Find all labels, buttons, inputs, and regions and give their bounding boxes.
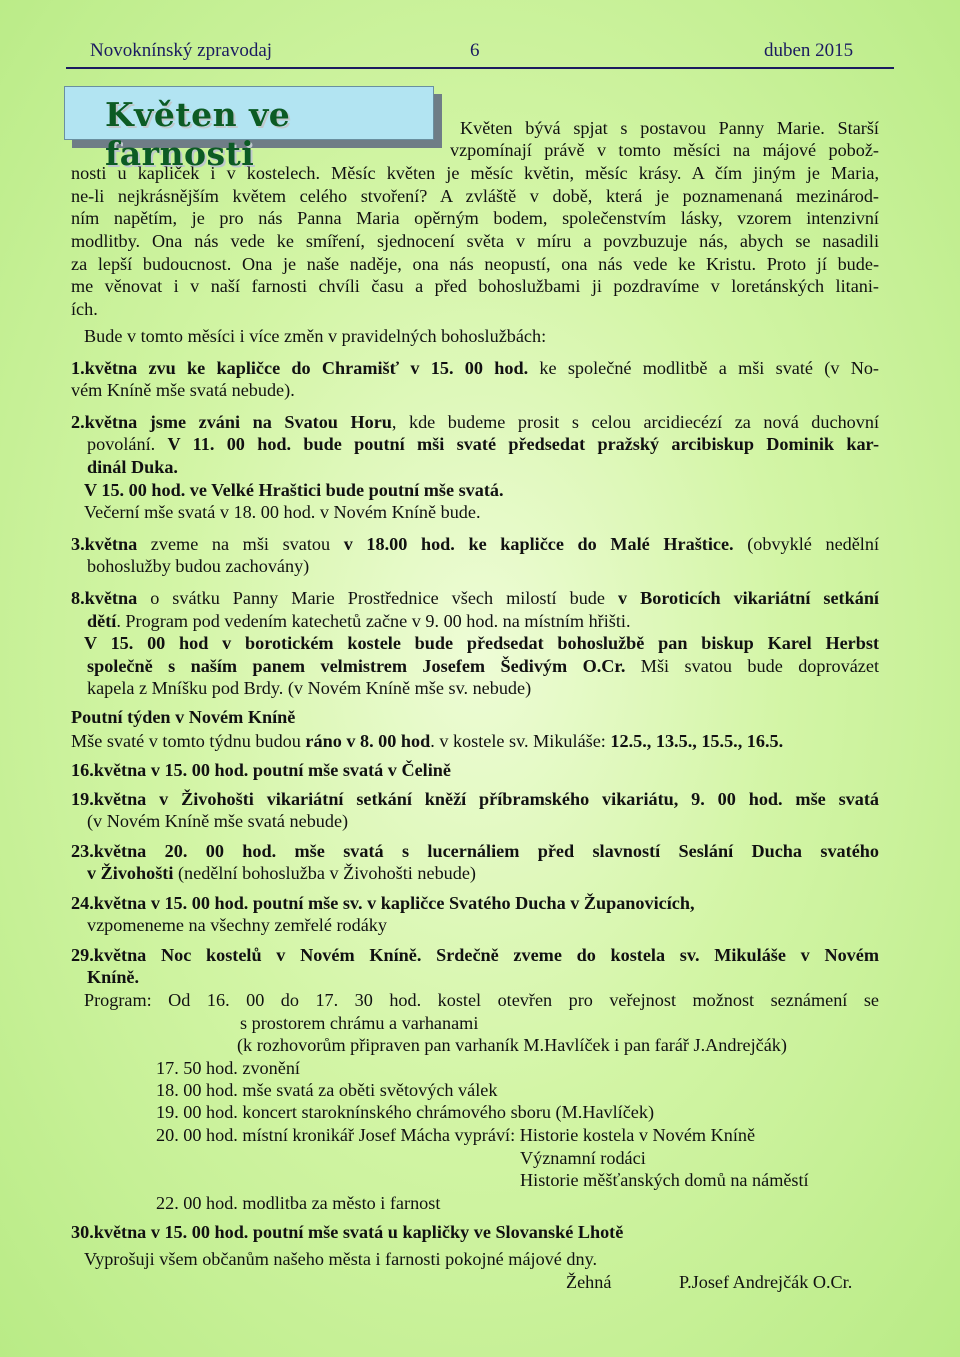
item-23-line-2: v Živohošti (nedělní bohoslužba v Živohošti nebude) (87, 863, 476, 883)
header-rule (66, 67, 894, 69)
item-30: 30.května v 15. 00 hod. poutní mše svatá u kapličky ve Slovanské Lhotě (71, 1222, 624, 1242)
pout-line: Mše svaté v tomto týdnu budou ráno v 8. 00 hod. v kostele sv. Mikuláše: 12.5., 13.5., 15.5., 16.5. (71, 731, 784, 751)
item-8-line-1: 8.května o svátku Panny Marie Prostřednice všech milostí bude v Boroticích vikariátní setkání (71, 588, 879, 608)
schedule-2000-topic-3: Historie měšťanských domů na náměstí (520, 1170, 809, 1190)
item-2-line-4: V 15. 00 hod. ve Velké Hraštici bude poutní mše svatá. (84, 480, 504, 500)
item-19-line-2: (v Novém Kníně mše svatá nebude) (87, 811, 349, 831)
closing-text: Vyprošuji všem občanům našeho města i farnosti pokojné májové dny. (84, 1249, 598, 1269)
signature-name: P.Josef Andrejčák O.Cr. (679, 1272, 853, 1292)
schedule-1800: 18. 00 hod. mše svatá za oběti světových válek (156, 1080, 498, 1100)
item-1-line-2: vém Kníně mše svatá nebude). (71, 380, 295, 400)
title-box (64, 86, 434, 173)
program-line-3: (k rozhovorům připraven pan varhaník M.Havlíček i pan farář J.Andrejčák) (237, 1035, 787, 1055)
item-2-line-5: Večerní mše svatá v 18. 00 hod. v Novém Kníně bude. (84, 502, 481, 522)
item-2-line-2: povolání. V 11. 00 hod. bude poutní mši svaté předsedat pražský arcibiskup Dominik kar- (87, 434, 879, 454)
article-title: Květen ve farnosti (105, 95, 291, 173)
intro-line-5: ním napětím, je pro nás Panna Maria opěrným bodem, společenstvím lásky, vzorem intenzivní (71, 208, 879, 228)
item-29-line-2: Kníně. (87, 967, 140, 987)
changes-intro: Bude v tomto měsíci i více změn v pravidelných bohoslužbách: (84, 326, 547, 346)
item-29-line-1: 29.května Noc kostelů v Novém Kníně. Srdečně zveme do kostela sv. Mikuláše v Novém (71, 945, 879, 965)
schedule-2000-topic-2: Významní rodáci (520, 1148, 646, 1168)
schedule-1750: 17. 50 hod. zvonění (156, 1058, 300, 1078)
intro-line-2: vzpomínají právě v tomto měsíci na májové pobož- (450, 140, 879, 160)
intro-line-6: modlitby. Ona nás vede ke smíření, sjednocení světa v míru a povzbuzuje nás, abych se nasadili (71, 231, 879, 251)
item-24-line-1: 24.května v 15. 00 hod. poutní mše sv. v kapličce Svatého Ducha v Županovicích, (71, 893, 695, 913)
page-number: 6 (470, 40, 480, 61)
item-8-line-4: společně s naším panem velmistrem Josefem Šedivým O.Cr. Mši svatou bude doprovázet (87, 656, 880, 676)
intro-line-1: Květen bývá spjat s postavou Panny Marie. Starší (460, 118, 879, 138)
item-3-line-2: bohoslužby budou zachovány) (87, 556, 310, 576)
item-23-line-1: 23.května 20. 00 hod. mše svatá s lucernáliem před slavností Seslání Ducha svatého (71, 841, 879, 861)
item-19-line-1: 19.května v Živohošti vikariátní setkání kněží příbramského vikariátu, 9. 00 hod. mše svatá (71, 789, 879, 809)
program-line-1: Program: Od 16. 00 do 17. 30 hod. kostel otevřen pro veřejnost možnost seznámení se (84, 990, 879, 1010)
item-2-line-1: 2.května jsme zváni na Svatou Horu, kde budeme prosit s celou arcidiecézí za nová duchovní (71, 412, 880, 432)
item-2-line-3: dinál Duka. (87, 457, 178, 477)
schedule-1900: 19. 00 hod. koncert staroknínského chrámového sboru (M.Havlíček) (156, 1102, 655, 1122)
item-1-line-1: 1.května zvu ke kapličce do Chramišť v 15. 00 hod. ke společné modlitbě a mši svaté (v No- (71, 358, 879, 378)
intro-line-8: me věnovat i v naší farnosti chvíli času a před bohoslužbami ji pozdravíme v loretánských litani- (71, 276, 879, 296)
schedule-2000: 20. 00 hod. místní kronikář Josef Mácha vypráví: Historie kostela v Novém Kníně (156, 1125, 756, 1145)
program-line-2: s prostorem chrámu a varhanami (240, 1013, 479, 1033)
issue-date: duben 2015 (764, 40, 854, 61)
item-24-line-2: vzpomeneme na všechny zemřelé rodáky (87, 915, 387, 935)
item-8-line-5: kapela z Mníšku pod Brdy. (v Novém Kníně mše sv. nebude) (87, 678, 532, 698)
intro-line-4: ne-li nejkrásnějším květem celého stvoření? A zvláště v době, která je poznamenaná mezinárod- (71, 186, 879, 206)
intro-line-9: ích. (71, 299, 98, 319)
item-8-line-2: dětí. Program pod vedením katechetů začne v 9. 00 hod. na místním hřišti. (87, 611, 631, 631)
newsletter-name: Novoknínský zpravodaj (90, 40, 273, 61)
signature-greeting: Žehná (566, 1272, 612, 1292)
item-16: 16.května v 15. 00 hod. poutní mše svatá v Čelině (71, 760, 451, 780)
item-3-line-1: 3.května zveme na mši svatou v 18.00 hod. ke kapličce do Malé Hraštice. (obvyklé nedělní (71, 534, 880, 554)
schedule-2200: 22. 00 hod. modlitba za město i farnost (156, 1193, 441, 1213)
intro-line-3: nosti u kapliček i v kostelech. Měsíc květen je měsíc květin, měsíc krásy. A čím jiným je Maria, (71, 163, 879, 183)
intro-line-7: za lepší budoucnost. Ona je naše naděje, ona nás neopustí, ona nás vede ke Kristu. Proto jí bude- (71, 254, 879, 274)
pout-heading: Poutní týden v Novém Kníně (71, 707, 296, 727)
item-8-line-3: V 15. 00 hod v borotickém kostele bude předsedat bohoslužbě pan biskup Karel Herbst (84, 633, 879, 653)
